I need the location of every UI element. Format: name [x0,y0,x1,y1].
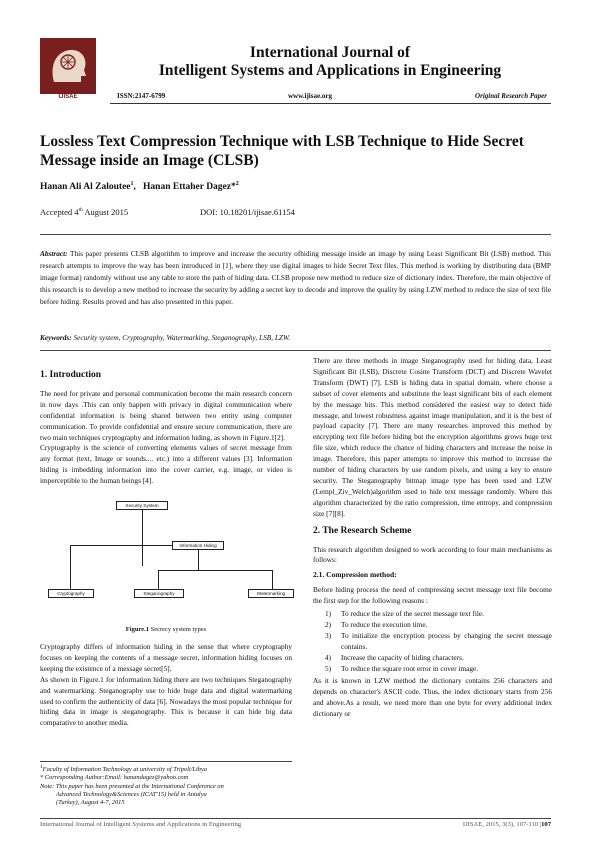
subsection-heading-compression: 2.1. Compression method: [313,570,397,580]
keywords-label: Keywords: [40,333,72,342]
footnote-sup: 1 [40,764,43,770]
right-column [313,356,552,720]
list-item [313,664,552,675]
authors: Hanan Ali Al Zaloutee$^1$, Hanan Ettaher Dagez*$^2$ [40,181,239,193]
reasons-list [313,609,552,674]
logo-text: IJISAE [58,94,78,100]
issn: ISSN:2147-6799 [117,92,166,100]
author-1-sup: 1 [130,181,134,187]
footnote-email[interactable]: * Corresponding Author:Email: hanandagez@yahoo.com [40,774,189,782]
list-text: Increase the capacity of hiding characters. [341,652,464,662]
paragraph: The need for private and personal communication become the main research concern in now days .This can only happen with privacy in digital communication where confidential information is being shared between two entity using computer communication. To provide confidential and ensure secure communication, there are two main techniques cryptography and information hiding, as shown in Figure.1[2]. [40,388,292,442]
footnotes [40,763,292,808]
footnote-note: Note: This paper has been presented at the International Conference on [40,782,224,790]
abstract [40,248,551,308]
figure-secrecy-system [40,495,292,623]
footer-journal: International Journal of Intelligent Systems and Applications in Engineering [40,821,242,828]
paragraph: Cryptography is the science of converting elements values of secret message from any format (text, Image or sounds.... etc.) into a different values [3]. Information hiding is imbedding information into the cover carrier, e.g. image, or video is imperceptible to the human beings [4]. [40,443,292,486]
list-text: To reduce the execution time. [341,619,428,629]
footer-citation [463,821,551,828]
footnote-note-cont: Advanced Technology&Sciences (ICAT'15) held in Antalya [56,791,207,799]
paragraph: As shown in Figure.1 for information hiding there are two techniques Steganography and watermarking. Steganography use to hide huge data and digital watermarking used to confirm the authenticity of data [6]. Nowadays the most popular technique for hiding data in image is steganography. This is because it can hide big data comparative to another media. [40,674,292,728]
paragraph: This research algorithm designed to work according to four main mechanisms as follows: [313,544,552,565]
header-divider [110,103,551,104]
paper-type: Original Research Paper [475,92,547,100]
fig-connector [70,545,71,589]
page-number: 107 [541,821,551,828]
website-link[interactable]: www.ijisae.org [288,92,332,100]
fig-connector [142,545,172,546]
figure-caption-text: Secrecy system types [148,626,207,634]
footnote-note-cont: (Turkey), August 4-7, 2015 [56,799,125,807]
footnote-divider [40,761,292,762]
list-number: 5) [325,663,332,673]
paragraph: As it is known in LZW method the dictionary contains 256 characters and depends on character's ASCII code. Thus, the index dictionary starts from 256 and above.As a result, we need more than one byte for every additional index dictionary or [313,676,552,719]
fig-connector [158,570,273,571]
list-text: To initialize the encryption process by changing the secret message contains. [341,630,552,651]
section-heading-research-scheme: 2. The Research Scheme [313,525,412,536]
fig-connector [142,510,143,566]
list-number: 1) [325,609,332,619]
footnote-affiliation [40,763,292,774]
accepted-prefix: Accepted 4 [40,207,79,217]
fig-connector [198,550,199,570]
accepted-date [40,207,128,217]
list-item [313,620,552,631]
accepted-sup: th [78,207,83,214]
accepted-suffix: August 2015 [82,207,129,217]
author-2-sup: 2 [235,181,239,187]
list-number: 4) [325,652,332,662]
list-text: To reduce the size of the secret message text file. [341,609,484,619]
fig-connector [158,570,159,589]
title-divider [40,234,551,235]
list-item [313,631,552,653]
keywords-divider [40,350,551,351]
abstract-label: Abstract: [40,249,68,258]
journal-title [110,44,550,80]
fig-box-steganography: Steganography [134,589,184,598]
fig-box-watermarking: Watermarking [248,589,294,598]
journal-title-line2: Intelligent Systems and Applications in Engineering [158,62,502,79]
paper-title: Lossless Text Compression Technique with LSB Technique to Hide Secret Message inside an Image (CLSB) [40,133,524,169]
paragraph: Before hiding process the need of compressing secret message text file become the first step for the following reasons : [313,585,552,606]
list-item [313,609,552,620]
journal-title-line1: International Journal of [249,44,411,61]
figure-caption-label: Figure.1 [125,626,149,634]
paragraph: Cryptography differs of information hiding in the sense that where cryptography focuses on keeping the contents of a message secret, information hiding focuses on keeping the existence of a message secret[5]. [40,641,292,673]
footnote-text: Faculty of Information Technology at university of Tripoli/Libya [42,766,207,774]
abstract-text: This paper presents CLSB algorithm to improve and increase the security ofhiding message inside an image by using Least Significant Bit (LSB) method. This research attempts to improve the way has been introduced in [1], where they use digital images to hide Secret Text files. This method is working by distributing data (BMP image format) randomly without use any table to store the path of hiding data. CLSB propose new method to reduce size of dictionary index. Therefore, the main objective of this research is to develop a new method to increase the security by adding a secret key to decode and improve the quality by using LZW method to reduce the size of text file before hiding. Results proved and has also presented in this paper. [40,249,551,306]
doi[interactable]: DOI: 10.18201/ijisae.61154 [200,207,295,217]
journal-logo [40,38,96,94]
list-text: To reduce the square root error in cover image. [341,663,479,673]
figure-caption [40,625,292,636]
paragraph: There are three methods in image Steganography used for hiding data, Least Significant Bit (LSB), Discrete Cosine Transform (DCT) and Discrete Wavelet Transform (DWT) [7]. LSB is hiding data in spatial domain, where choose a subset of cover elements and substitute the least significant bits of each element by the message bits. This method considered the easiest way to detect hide message, and lowest robustness against image manipulation, and it is the best of payload capacity [7]. There are many researches improved this method by encrypting text file before hiding but the encryption algorithms grows huge text file size, which reduce the chance of hiding characters and increase the noise in image. Therefore, this paper attempts to improve this method to increase the number of hiding characters by use random pixels, and using a key to ensure security. The Steganography bitmap image type has been used and LZW (Lempl_Ziv_Welch)algorithm used to hide text message randomly. Where this algorithm characterized by the ratio compression, time entropy, and compression size [7][8]. [313,356,552,518]
author-1: Hanan Ali Al Zaloutee [40,182,131,193]
list-item [313,653,552,664]
fig-connector [70,545,142,546]
fig-box-cryptography: Cryptography [48,589,94,598]
keywords-text: Security system, Cryptography, Watermarking, Steganography, LSB, LZW. [71,333,291,342]
left-column [40,368,292,729]
footer-divider [40,818,551,819]
author-2: Hanan Ettaher Dagez* [143,182,236,193]
footer-citation-text: IJISAE, 2015, 3(3), 107-110 | [462,821,542,828]
list-number: 3) [325,630,332,640]
fig-box-security-system: Security System [116,501,168,510]
fig-box-information-hiding: Information Hiding [172,541,224,550]
keywords [40,333,551,342]
section-heading-introduction: 1. Introduction [40,370,102,380]
list-number: 2) [325,619,332,629]
fig-connector [272,570,273,589]
